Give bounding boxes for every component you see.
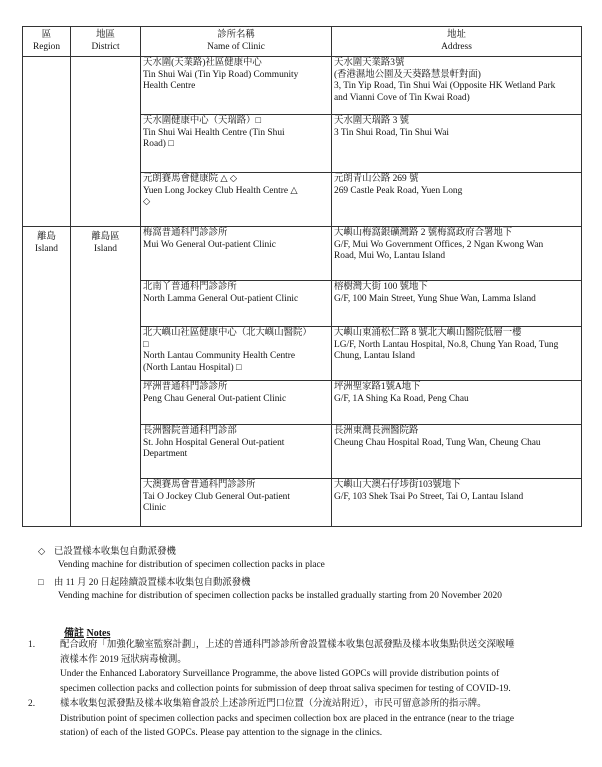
clinic-name-cell: 大澳賽馬會普通科門診診所 Tai O Jockey Club General Out-patient Clinic: [141, 479, 332, 527]
header-clinic-name: 診所名稱 Name of Clinic: [141, 27, 332, 57]
clinic-address-cell: 坪洲聖家路1號A地下 G/F, 1A Shing Ka Road, Peng Chau: [332, 381, 582, 425]
note-line: 液樣本作 2019 冠狀病毒檢測。: [60, 654, 187, 665]
table-header-row: [23, 27, 582, 57]
clinic-address-cell: 大嶼山大澳石仔埗街103號地下 G/F, 103 Shek Tsai Po Street, Tai O, Lantau Island: [332, 479, 582, 527]
note-number: 2.: [28, 699, 36, 709]
legend-symbol: □: [38, 578, 44, 588]
clinic-address-cell: 天水圍天瑞路 3 號 3 Tin Shui Road, Tin Shui Wai: [332, 115, 582, 173]
region-cell: 離島 Island: [23, 227, 71, 527]
clinic-name-cell: 天水圍健康中心（天瑞路）□ Tin Shui Wai Health Centre (Tin Shui Road) □: [141, 115, 332, 173]
legend-item: [38, 546, 325, 572]
clinic-name-cell: 北大嶼山社區健康中心（北大嶼山醫院） □ North Lantau Community Health Centre (North Lantau Hospital) □: [141, 327, 332, 381]
clinic-table: [22, 26, 582, 527]
clinic-address-cell: 天水圍天業路3號 (香港濕地公園及天葵路慧景軒對面) 3, Tin Yip Road, Tin Shui Wai (Opposite HK Wetland Park and Vianni Cove of Tin Kwai Road): [332, 57, 582, 115]
legend-text-zh: 已設置樣本收集包自動派發機: [54, 547, 176, 557]
note-line: Distribution point of specimen collection packs and specimen collection box are placed in the entrance (near to the triage: [60, 713, 515, 724]
legend-symbol: ◇: [38, 547, 46, 557]
notes-heading: 備註 Notes: [64, 628, 111, 639]
note-line: specimen collection packs and collection points for submission of deep throat saliva specimen for testing of COVID-19.: [60, 683, 511, 694]
header-region: 區 Region: [23, 27, 71, 57]
legend-text-zh: 由 11 月 20 日起陸續設置樣本收集包自動派發機: [54, 578, 251, 588]
note-line: Under the Enhanced Laboratory Surveillance Programme, the above listed GOPCs will provide distribution points of: [60, 669, 500, 679]
clinic-address-cell: 榕樹灣大街 100 號地下 G/F, 100 Main Street, Yung Shue Wan, Lamma Island: [332, 281, 582, 327]
note-item: [28, 638, 582, 696]
note-number: 1.: [28, 640, 36, 650]
header-address: 地址 Address: [332, 27, 582, 57]
clinic-name-cell: 長洲醫院普通科門診部 St. John Hospital General Out-patient Department: [141, 425, 332, 479]
clinic-address-cell: 元朗青山公路 269 號 269 Castle Peak Road, Yuen Long: [332, 173, 582, 227]
clinic-name-cell: 梅窩普通科門診診所 Mui Wo General Out-patient Clinic: [141, 227, 332, 281]
clinic-address-cell: 長洲東灣長洲醫院路 Cheung Chau Hospital Road, Tung Wan, Cheung Chau: [332, 425, 582, 479]
clinic-name-cell: 天水圍(天業路)社區健康中心 Tin Shui Wai (Tin Yip Road) Community Health Centre: [141, 57, 332, 115]
note-item: [28, 697, 582, 741]
region-cell: [23, 57, 71, 227]
table-row: [23, 227, 582, 281]
clinic-name-cell: 坪洲普通科門診診所 Peng Chau General Out-patient Clinic: [141, 381, 332, 425]
clinic-name-cell: 元朗賽馬會健康院 △ ◇ Yuen Long Jockey Club Health Centre △ ◇: [141, 173, 332, 227]
clinic-address-cell: 大嶼山梅窩銀礦灣路 2 號梅窩政府合署地下 G/F, Mui Wo Government Offices, 2 Ngan Kwong Wan Road, Mui Wo, Lantau Island: [332, 227, 582, 281]
note-line: 樣本收集包派發點及樣本收集箱會設於上述診所近門口位置（分流站附近），市民可留意診所的指示牌。: [60, 699, 487, 709]
header-district: 地區 District: [71, 27, 141, 57]
note-line: 配合政府「加強化驗室監察計劃」，上述的普通科門診診所會設置樣本收集包派發點及樣本收集點供送交深喉唾: [60, 640, 515, 650]
district-cell: [71, 57, 141, 227]
legend-item: [38, 577, 502, 603]
district-cell: 離島區 Island: [71, 227, 141, 527]
legend-text-en: Vending machine for distribution of specimen collection packs be installed gradually starting from 20 November 2020: [58, 591, 502, 601]
clinic-name-cell: 北南丫普通科門診診所 North Lamma General Out-patient Clinic: [141, 281, 332, 327]
note-line: station) of each of the listed GOPCs. Please pay attention to the signage in the clinics.: [60, 728, 383, 738]
table-row: [23, 57, 582, 115]
clinic-address-cell: 大嶼山東涌松仁路 8 號北大嶼山醫院低層一樓 LG/F, North Lantau Hospital, No.8, Chung Yan Road, Tung Chung, Lantau Island: [332, 327, 582, 381]
legend-text-en: Vending machine for distribution of specimen collection packs in place: [58, 560, 325, 570]
